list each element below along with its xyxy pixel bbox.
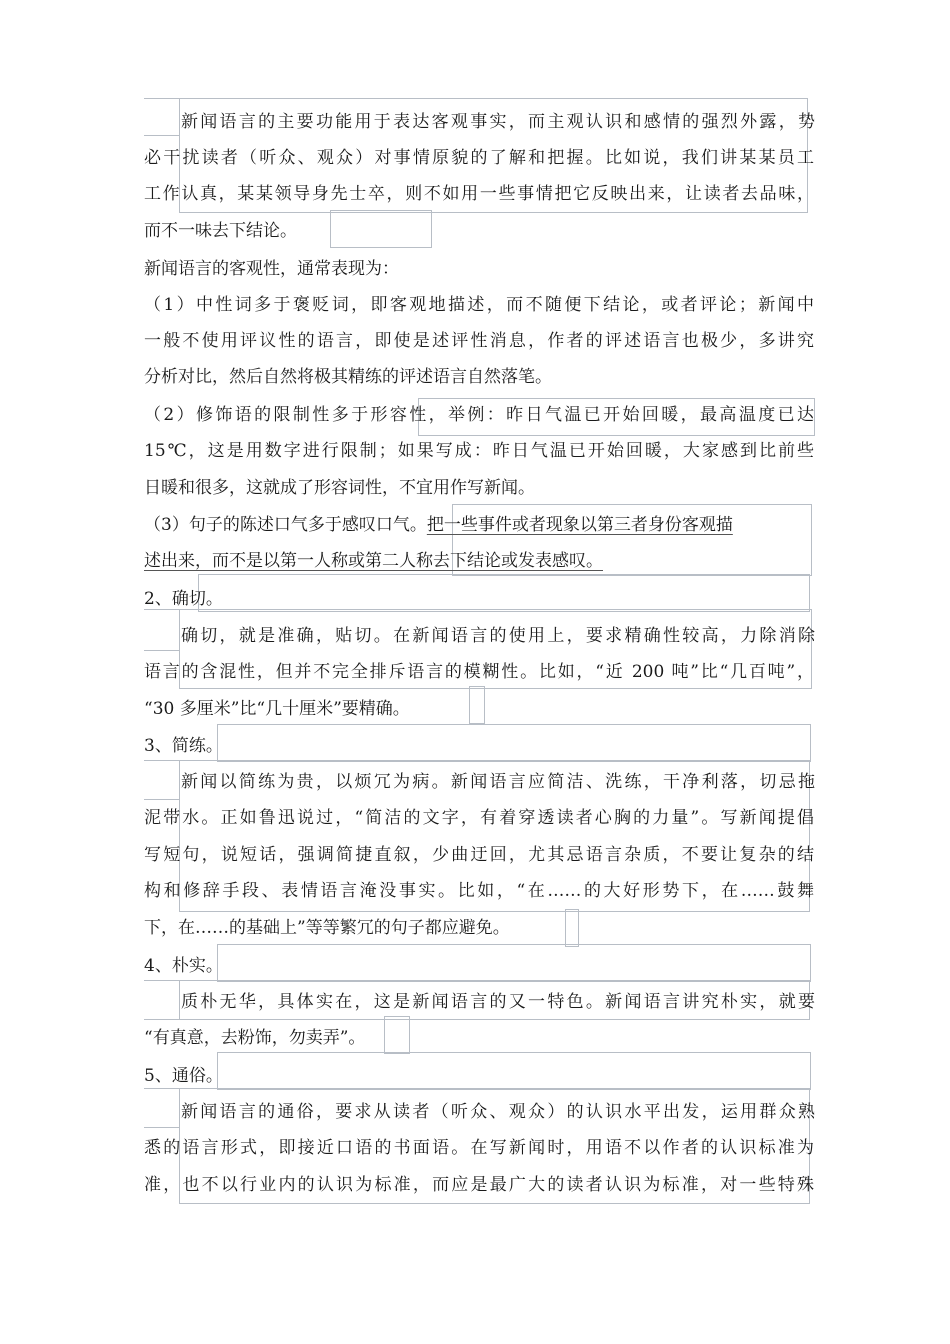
paragraph-line: 新闻语言的主要功能用于表达客观事实，而主观认识和感情的强烈外露，势 <box>181 112 815 132</box>
paragraph-lead: （3）句子的陈述口气多于感叹口气。 <box>144 515 427 535</box>
revision-frame <box>144 980 180 1020</box>
paragraph-line: 语言的含混性，但并不完全排斥语言的模糊性。比如，“近 200 吨”比“几百吨”， <box>144 662 814 682</box>
paragraph-line: 泥带水。正如鲁迅说过，“简洁的文字，有着穿透读者心胸的力量”。写新闻提倡 <box>144 808 814 828</box>
paragraph-line: 确切，就是准确，贴切。在新闻语言的使用上，要求精确性较高，力除消除 <box>181 626 815 646</box>
underlined-text: 述出来，而不是以第一人称或第二人称去下结论或发表感叹。 <box>144 551 603 571</box>
paragraph-line: 新闻以简练为贵，以烦冗为病。新闻语言应简洁、洗练，干净利落，切忌拖 <box>181 772 815 792</box>
paragraph-line: 工作认真，某某领导身先士卒，则不如用一些事情把它反映出来，让读者去品味， <box>144 184 814 204</box>
section-heading: 4、朴实。 <box>144 956 223 976</box>
paragraph-line: 而不一味去下结论。 <box>144 221 297 241</box>
paragraph-line: 新闻语言的通俗，要求从读者（听众、观众）的认识水平出发，运用群众熟 <box>181 1102 815 1122</box>
paragraph-line: （2）修饰语的限制性多于形容性，举例：昨日气温已开始回暖，最高温度已达 <box>144 405 814 425</box>
paragraph-line: 质朴无华，具体实在，这是新闻语言的又一特色。新闻语言讲究朴实，就要 <box>181 992 815 1012</box>
paragraph-line: “30 多厘米”比“几十厘米”要精确。 <box>144 699 410 719</box>
paragraph-line: “有真意，去粉饰，勿卖弄”。 <box>144 1028 366 1048</box>
paragraph-line: 悉的语言形式，即接近口语的书面语。在写新闻时，用语不以作者的认识标准为 <box>144 1138 814 1158</box>
paragraph-line <box>144 549 814 573</box>
paragraph-line <box>144 513 814 537</box>
revision-frame <box>144 609 180 651</box>
paragraph-line: 必干扰读者（听众、观众）对事情原貌的了解和把握。比如说，我们讲某某员工 <box>144 148 814 168</box>
paragraph-line: 构和修辞手段、表情语言淹没事实。比如，“在……的大好形势下，在……鼓舞 <box>144 881 814 901</box>
paragraph-line: 15℃，这是用数字进行限制；如果写成：昨日气温已开始回暖，大家感到比前些 <box>144 441 814 461</box>
paragraph-line: 一般不使用评议性的语言，即使是述评性消息，作者的评述语言也极少，多讲究 <box>144 331 814 351</box>
paragraph-line: 日暖和很多，这就成了形容词性，不宜用作写新闻。 <box>144 478 535 498</box>
paragraph-line: 分析对比，然后自然将极其精练的评述语言自然落笔。 <box>144 367 552 387</box>
revision-frame <box>144 1088 180 1128</box>
revision-frame <box>144 760 180 800</box>
paragraph-line: 新闻语言的客观性，通常表现为： <box>144 259 399 279</box>
section-heading: 5、通俗。 <box>144 1066 223 1086</box>
paragraph-line: 下，在……的基础上”等等繁冗的句子都应避免。 <box>144 918 510 938</box>
underlined-text: 把一些事件或者现象以第三者身份客观描 <box>426 515 733 535</box>
paragraph-line: （1）中性词多于褒贬词，即客观地描述，而不随便下结论，或者评论；新闻中 <box>144 295 814 315</box>
section-heading: 3、简练。 <box>144 736 223 756</box>
section-heading: 2、确切。 <box>144 589 223 609</box>
paragraph-line: 准，也不以行业内的认识为标准，而应是最广大的读者认识为标准，对一些特殊 <box>144 1175 814 1195</box>
paragraph-line: 写短句，说短话，强调简捷直叙，少曲迂回，尤其忌语言杂质，不要让复杂的结 <box>144 845 814 865</box>
revision-frame <box>144 98 180 136</box>
